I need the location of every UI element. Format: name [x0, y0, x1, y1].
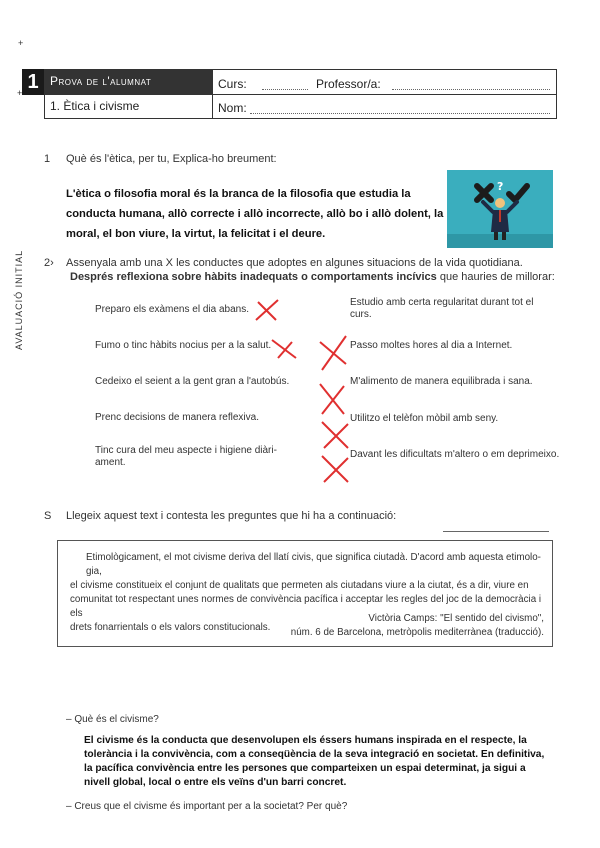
red-x-mark[interactable]: [318, 452, 352, 486]
quote-source: Victòria Camps: "El sentido del civismo",: [368, 613, 544, 624]
answer-line: nivell global, local o entre els veïns d'un barri concret.: [84, 777, 347, 788]
question-2-rest: que hauries de millorar:: [436, 271, 555, 283]
red-x-mark[interactable]: [316, 380, 348, 418]
registration-mark: +: [18, 38, 24, 48]
habit-item: Fumo o tinc hàbits nocius per a la salut.: [95, 340, 272, 351]
question-number: 1: [44, 153, 51, 165]
answer-line: conducta humana, allò correcte i allò incorrecte, allò bo i allò dolent, la: [66, 208, 444, 220]
question-3-text: Llegeix aquest text i contesta les preguntes que hi ha a continuació:: [66, 510, 397, 522]
question-1-text: Què és l'ètica, per tu, Explica-ho breument:: [66, 153, 277, 165]
course-label: Curs:: [218, 77, 247, 91]
question-2-bold: Després reflexiona sobre hàbits inadequats o comportaments incívics: [70, 271, 437, 283]
answer-line: moral, el bon viure, la virtut, la felicitat i el deure.: [66, 228, 326, 240]
quote-source: núm. 6 de Barcelona, metròpolis mediterrànea (traducció).: [290, 627, 544, 638]
question-number: S: [44, 510, 52, 522]
sub-question-answer: [84, 734, 554, 790]
question-1-answer: [66, 184, 446, 244]
habit-item: Estudio amb certa regularitat durant tot el: [350, 297, 534, 308]
question-number: 2›: [44, 257, 54, 269]
habit-item: curs.: [350, 309, 372, 320]
teacher-label: Professor/a:: [316, 77, 381, 91]
name-field[interactable]: [250, 102, 550, 114]
teacher-field[interactable]: [392, 78, 550, 90]
habit-item: Preparo els exàmens el dia abans.: [95, 304, 249, 315]
quote-line: comunitat tot respectant unes normes de convivència pacífica i acceptar les regles del joc de la democràcia i els: [70, 594, 542, 619]
header-subtitle: 1. Ètica i civisme: [50, 99, 140, 113]
answer-line: El civisme és la conducta que desenvolupen els éssers humans inspirada en el respecte, la: [84, 735, 527, 746]
red-x-mark[interactable]: [268, 336, 300, 362]
name-label: Nom:: [218, 101, 247, 115]
course-field[interactable]: [262, 78, 308, 90]
answer-line: tolerància i la convivència, com a conseqüència de la seva integració en societat. En definitiva,: [84, 749, 545, 760]
sub-question: – Què és el civisme?: [66, 714, 159, 725]
answer-line-blank: [443, 531, 549, 532]
question-2-subtext: [70, 271, 555, 283]
red-x-mark[interactable]: [252, 296, 282, 324]
habit-item: Passo moltes hores al dia a Internet.: [350, 340, 513, 351]
habit-item: ament.: [95, 457, 126, 468]
habit-item: Utilitzo el telèfon mòbil amb seny.: [350, 413, 499, 424]
habit-item: Davant les dificultats m'altero o em deprimeixo.: [350, 449, 560, 460]
answer-line: la pacífica convivència entre les persones que comparteixen un espai determinat, ja sigui a: [84, 763, 526, 774]
habit-item: Prenc decisions de manera reflexiva.: [95, 412, 259, 423]
habit-item: Tinc cura del meu aspecte i higiene diàri-: [95, 445, 277, 456]
registration-mark: +: [17, 88, 23, 98]
header-divider: [44, 94, 557, 95]
svg-text:?: ?: [497, 180, 504, 193]
question-2-text: Assenyala amb una X les conductes que adoptes en algunes situacions de la vida quotidiana.: [66, 257, 523, 269]
red-x-mark[interactable]: [316, 330, 350, 374]
sub-question: – Creus que el civisme és important per a la societat? Per què?: [66, 801, 348, 812]
quote-line: Etimològicament, el mot civisme deriva del llatí civis, que significa ciutadà. D'acord amb aquesta etimolo-gia,: [86, 552, 541, 577]
answer-line: L'ètica o filosofia moral és la branca de la filosofia que estudia la: [66, 188, 411, 200]
habit-item: Cedeixo el seient a la gent gran a l'autobús.: [95, 376, 290, 387]
header-title: Prova de l'alumnat: [44, 69, 212, 94]
red-x-mark[interactable]: [318, 418, 352, 452]
unit-number: 1: [22, 69, 44, 95]
quote-line: el civisme constitueix el conjunt de qualitats que permeten als ciutadans viure a la ciutat, és a dir, viure en: [70, 580, 529, 591]
quote-line: drets fonarrientals o els valors constitucionals.: [70, 622, 271, 633]
habit-item: M'alimento de manera equilibrada i sana.: [350, 376, 533, 387]
side-label: AVALUACIÓ INITIAL: [14, 249, 24, 350]
ethics-illustration: [447, 170, 553, 248]
